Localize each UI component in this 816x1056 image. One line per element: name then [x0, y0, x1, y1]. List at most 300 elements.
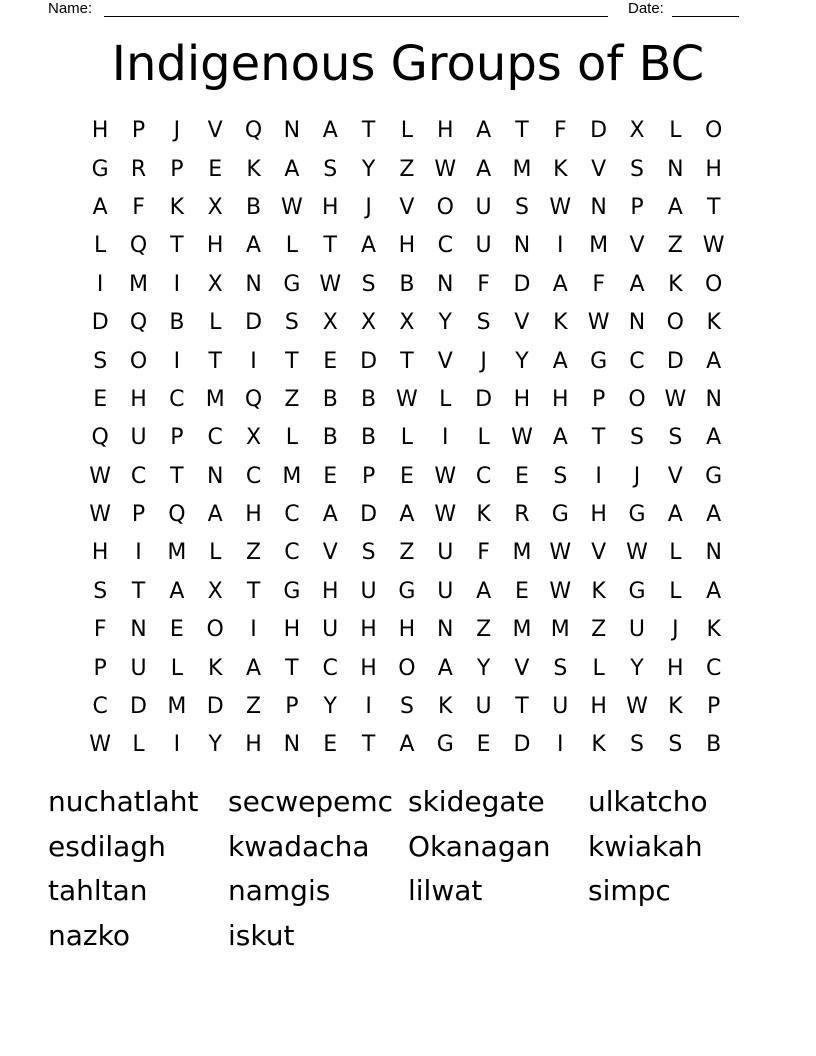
grid-letter[interactable]: P	[630, 194, 644, 220]
grid-letter[interactable]: W	[549, 540, 572, 566]
grid-letter[interactable]: H	[552, 386, 569, 412]
grid-letter[interactable]: H	[245, 732, 262, 758]
grid-letter[interactable]: D	[360, 502, 378, 528]
grid-letter[interactable]: Y	[438, 310, 452, 336]
grid-letter[interactable]: M	[167, 540, 187, 566]
grid-letter[interactable]: E	[476, 732, 491, 758]
grid-letter[interactable]: A	[476, 118, 492, 144]
grid-letter[interactable]: X	[246, 425, 262, 451]
grid-letter[interactable]: U	[552, 694, 569, 720]
grid-letter[interactable]: A	[552, 348, 568, 374]
grid-letter[interactable]: Q	[129, 310, 148, 336]
grid-letter[interactable]: K	[553, 310, 568, 336]
grid-letter[interactable]: E	[399, 463, 414, 489]
grid-letter[interactable]: P	[131, 118, 146, 144]
grid-letter[interactable]: I	[173, 271, 181, 297]
grid-letter[interactable]: H	[130, 386, 147, 412]
grid-letter[interactable]: S	[323, 156, 338, 182]
grid-letter[interactable]: O	[129, 348, 148, 374]
grid-letter[interactable]: C	[284, 540, 300, 566]
grid-letter[interactable]: V	[591, 156, 607, 182]
grid-letter[interactable]: W	[434, 463, 457, 489]
grid-row	[81, 534, 733, 572]
grid-letter[interactable]: W	[89, 502, 112, 528]
grid-letter[interactable]: M	[550, 617, 570, 643]
grid-letter[interactable]: Y	[630, 655, 644, 681]
grid-letter[interactable]: V	[399, 194, 415, 220]
grid-letter[interactable]: J	[633, 463, 641, 489]
grid-letter[interactable]: D	[130, 694, 147, 720]
grid-letter[interactable]: B	[322, 386, 338, 412]
grid-letter[interactable]: A	[322, 502, 338, 528]
grid-letter[interactable]: A	[322, 118, 338, 144]
grid-letter[interactable]: E	[323, 348, 338, 374]
grid-letter[interactable]: B	[246, 194, 262, 220]
name-field-line[interactable]	[104, 0, 608, 17]
grid-letter[interactable]: D	[590, 118, 608, 144]
grid-letter[interactable]: X	[361, 310, 377, 336]
grid-letter[interactable]: B	[169, 310, 185, 336]
grid-letter[interactable]: Y	[323, 694, 337, 720]
grid-letter[interactable]: A	[437, 655, 453, 681]
grid-letter[interactable]: M	[129, 271, 148, 297]
grid-letter[interactable]: J	[365, 194, 372, 220]
grid-letter[interactable]: T	[208, 348, 222, 374]
grid-letter[interactable]: E	[323, 732, 338, 758]
grid-letter[interactable]: D	[245, 310, 263, 336]
grid-letter[interactable]: L	[285, 425, 299, 451]
grid-letter[interactable]: B	[361, 386, 377, 412]
grid-letter[interactable]: X	[322, 310, 338, 336]
grid-letter[interactable]: H	[590, 502, 607, 528]
grid-letter[interactable]: K	[169, 194, 185, 220]
grid-letter[interactable]: I	[557, 233, 564, 259]
grid-letter[interactable]: T	[706, 194, 721, 220]
grid-letter[interactable]: L	[170, 655, 183, 681]
grid-letter[interactable]: P	[131, 502, 146, 528]
grid-letter[interactable]: H	[436, 118, 454, 144]
grid-letter[interactable]: H	[513, 386, 531, 412]
grid-letter[interactable]: K	[668, 694, 683, 720]
grid-letter[interactable]: A	[476, 156, 492, 182]
grid-letter[interactable]: T	[361, 732, 376, 758]
grid-letter[interactable]: W	[626, 540, 648, 566]
grid-letter[interactable]: W	[434, 156, 457, 182]
grid-letter[interactable]: A	[284, 156, 300, 182]
grid-letter[interactable]: V	[514, 655, 530, 681]
grid-letter[interactable]: E	[208, 156, 223, 182]
grid-letter[interactable]: K	[591, 578, 606, 604]
grid-letter[interactable]: S	[630, 425, 644, 451]
grid-letter[interactable]: S	[553, 655, 568, 681]
grid-letter[interactable]: W	[587, 310, 610, 336]
grid-letter[interactable]: K	[706, 617, 721, 643]
word-list-item: skidegate	[408, 785, 545, 818]
grid-letter[interactable]: Z	[399, 540, 415, 566]
grid-letter[interactable]: J	[672, 617, 679, 643]
grid-letter[interactable]: C	[284, 502, 300, 528]
grid-letter[interactable]: W	[664, 386, 687, 412]
grid-letter[interactable]: T	[323, 233, 337, 259]
word-search-grid	[81, 112, 733, 765]
grid-letter[interactable]: S	[93, 578, 108, 604]
grid-letter[interactable]: H	[91, 540, 109, 566]
grid-letter[interactable]: A	[169, 578, 185, 604]
grid-letter[interactable]: N	[206, 463, 224, 489]
grid-letter[interactable]: T	[285, 348, 299, 374]
grid-letter[interactable]: Z	[591, 617, 607, 643]
grid-letter[interactable]: T	[591, 425, 606, 451]
grid-letter[interactable]: T	[515, 694, 529, 720]
grid-letter[interactable]: G	[398, 578, 416, 604]
grid-letter[interactable]: Q	[244, 118, 263, 144]
grid-letter[interactable]: W	[89, 732, 112, 758]
grid-letter[interactable]: H	[398, 233, 416, 259]
grid-letter[interactable]: K	[591, 732, 606, 758]
grid-letter[interactable]: G	[436, 732, 454, 758]
grid-letter[interactable]: T	[170, 233, 184, 259]
date-field-line[interactable]	[672, 0, 739, 17]
word-list-item: nuchatlaht	[48, 785, 199, 818]
grid-letter[interactable]: L	[285, 233, 299, 259]
grid-letter[interactable]: K	[246, 156, 261, 182]
grid-letter[interactable]: K	[706, 310, 721, 336]
grid-letter[interactable]: U	[360, 578, 377, 604]
grid-letter[interactable]: W	[702, 233, 725, 259]
grid-letter[interactable]: U	[130, 425, 147, 451]
grid-letter[interactable]: L	[669, 118, 682, 144]
grid-letter[interactable]: A	[246, 233, 262, 259]
grid-letter[interactable]: N	[437, 271, 454, 297]
grid-letter[interactable]: K	[476, 502, 491, 528]
grid-letter[interactable]: N	[130, 617, 147, 643]
grid-letter[interactable]: F	[132, 194, 145, 220]
grid-letter[interactable]: C	[245, 463, 262, 489]
grid-letter[interactable]: I	[173, 732, 181, 758]
grid-letter[interactable]: M	[282, 463, 302, 489]
grid-letter[interactable]: B	[706, 732, 722, 758]
grid-letter[interactable]: O	[206, 617, 224, 643]
grid-letter[interactable]: H	[360, 655, 377, 681]
grid-letter[interactable]: L	[439, 386, 452, 412]
grid-letter[interactable]: F	[477, 271, 490, 297]
grid-letter[interactable]: Z	[399, 156, 415, 182]
grid-letter[interactable]: N	[705, 540, 722, 566]
grid-letter[interactable]: N	[667, 156, 684, 182]
grid-letter[interactable]: O	[436, 194, 454, 220]
grid-letter[interactable]: P	[707, 694, 721, 720]
grid-letter[interactable]: C	[475, 463, 492, 489]
grid-letter[interactable]: D	[91, 310, 109, 336]
grid-letter[interactable]: N	[628, 310, 646, 336]
grid-letter[interactable]: X	[207, 578, 223, 604]
grid-letter[interactable]: H	[245, 502, 262, 528]
grid-letter[interactable]: W	[281, 194, 303, 220]
grid-letter[interactable]: W	[626, 694, 648, 720]
grid-letter[interactable]: C	[437, 233, 453, 259]
grid-letter[interactable]: T	[170, 463, 184, 489]
grid-letter[interactable]: K	[553, 156, 568, 182]
grid-letter[interactable]: E	[515, 463, 529, 489]
grid-letter[interactable]: D	[513, 732, 531, 758]
grid-letter[interactable]: K	[207, 655, 223, 681]
grid-letter[interactable]: W	[89, 463, 112, 489]
grid-letter[interactable]: S	[668, 732, 683, 758]
grid-letter[interactable]: E	[515, 578, 529, 604]
grid-letter[interactable]: N	[283, 118, 301, 144]
grid-letter[interactable]: H	[206, 233, 224, 259]
grid-letter[interactable]: T	[285, 655, 299, 681]
grid-letter[interactable]: G	[283, 271, 301, 297]
grid-letter[interactable]: E	[169, 617, 184, 643]
grid-letter[interactable]: Q	[168, 502, 186, 528]
grid-letter[interactable]: I	[250, 348, 257, 374]
grid-letter[interactable]: V	[667, 463, 683, 489]
grid-letter[interactable]: G	[91, 156, 109, 182]
grid-letter[interactable]: L	[400, 118, 414, 144]
grid-letter[interactable]: N	[283, 732, 301, 758]
grid-letter[interactable]: A	[706, 502, 722, 528]
grid-letter[interactable]: W	[511, 425, 533, 451]
grid-letter[interactable]: C	[705, 655, 722, 681]
grid-letter[interactable]: C	[322, 655, 338, 681]
grid-letter[interactable]: N	[245, 271, 262, 297]
grid-letter[interactable]: B	[399, 271, 415, 297]
grid-letter[interactable]: H	[91, 118, 109, 144]
grid-letter[interactable]: O	[705, 118, 723, 144]
grid-letter[interactable]: V	[591, 540, 607, 566]
grid-letter[interactable]: U	[437, 578, 454, 604]
grid-letter[interactable]: H	[321, 194, 339, 220]
grid-letter[interactable]: C	[629, 348, 645, 374]
grid-letter[interactable]: N	[437, 617, 454, 643]
grid-row	[81, 496, 733, 534]
grid-letter[interactable]: X	[207, 271, 223, 297]
grid-letter[interactable]: I	[250, 617, 257, 643]
grid-letter[interactable]: V	[514, 310, 530, 336]
grid-letter[interactable]: I	[96, 271, 104, 297]
grid-letter[interactable]: A	[629, 271, 645, 297]
grid-letter[interactable]: A	[399, 732, 415, 758]
grid-letter[interactable]: U	[475, 194, 492, 220]
grid-letter[interactable]: D	[360, 348, 378, 374]
grid-letter[interactable]: Z	[667, 233, 683, 259]
grid-letter[interactable]: Y	[476, 655, 491, 681]
grid-letter[interactable]: F	[553, 118, 567, 144]
grid-letter[interactable]: G	[283, 578, 301, 604]
grid-letter[interactable]: L	[209, 310, 222, 336]
grid-letter[interactable]: L	[132, 732, 145, 758]
grid-letter[interactable]: C	[207, 425, 223, 451]
grid-letter[interactable]: U	[130, 655, 147, 681]
grid-letter[interactable]: Y	[208, 732, 222, 758]
grid-letter[interactable]: Z	[246, 694, 262, 720]
grid-letter[interactable]: M	[512, 540, 532, 566]
grid-letter[interactable]: H	[590, 694, 607, 720]
grid-letter[interactable]: S	[476, 310, 491, 336]
grid-letter[interactable]: H	[667, 655, 684, 681]
grid-letter[interactable]: L	[669, 540, 682, 566]
grid-letter[interactable]: S	[361, 540, 376, 566]
grid-letter[interactable]: Y	[361, 156, 376, 182]
grid-letter[interactable]: A	[399, 502, 415, 528]
grid-letter[interactable]: T	[361, 118, 376, 144]
word-list-item: secwepemc	[228, 785, 394, 818]
grid-letter[interactable]: S	[399, 694, 414, 720]
grid-letter[interactable]: V	[437, 348, 453, 374]
grid-letter[interactable]: O	[705, 271, 723, 297]
grid-letter[interactable]: C	[169, 386, 185, 412]
grid-letter[interactable]: W	[549, 194, 572, 220]
grid-letter[interactable]: X	[629, 118, 645, 144]
grid-letter[interactable]: A	[476, 578, 492, 604]
grid-letter[interactable]: A	[246, 655, 262, 681]
grid-letter[interactable]: T	[131, 578, 146, 604]
grid-letter[interactable]: W	[319, 271, 342, 297]
grid-letter[interactable]: F	[93, 617, 107, 643]
grid-letter[interactable]: A	[706, 425, 722, 451]
grid-letter[interactable]: D	[666, 348, 684, 374]
grid-letter[interactable]: Q	[129, 233, 148, 259]
grid-letter[interactable]: S	[361, 271, 376, 297]
grid-letter[interactable]: A	[706, 348, 722, 374]
grid-letter[interactable]: I	[135, 540, 142, 566]
grid-letter[interactable]: P	[170, 156, 184, 182]
grid-letter[interactable]: P	[170, 425, 184, 451]
grid-letter[interactable]: C	[92, 694, 108, 720]
grid-letter[interactable]: P	[361, 463, 376, 489]
grid-letter[interactable]: N	[590, 194, 607, 220]
grid-letter[interactable]: W	[396, 386, 418, 412]
grid-letter[interactable]: U	[628, 617, 646, 643]
grid-letter[interactable]: Z	[246, 540, 262, 566]
grid-letter[interactable]: G	[705, 463, 723, 489]
grid-letter[interactable]: S	[668, 425, 683, 451]
grid-letter[interactable]: Q	[244, 386, 263, 412]
grid-letter[interactable]: U	[475, 694, 492, 720]
grid-letter[interactable]: R	[514, 502, 530, 528]
grid-letter[interactable]: X	[207, 194, 223, 220]
grid-letter[interactable]: A	[552, 271, 568, 297]
grid-row	[81, 189, 733, 227]
grid-letter[interactable]: S	[514, 194, 529, 220]
grid-letter[interactable]: I	[365, 694, 372, 720]
grid-letter[interactable]: I	[173, 348, 181, 374]
grid-letter[interactable]: A	[92, 194, 108, 220]
grid-letter[interactable]: Z	[284, 386, 300, 412]
grid-letter[interactable]: L	[669, 578, 682, 604]
grid-letter[interactable]: S	[284, 310, 299, 336]
grid-row	[81, 458, 733, 496]
grid-letter[interactable]: L	[94, 233, 107, 259]
grid-letter[interactable]: O	[398, 655, 416, 681]
grid-letter[interactable]: M	[167, 694, 187, 720]
grid-letter[interactable]: A	[361, 233, 377, 259]
grid-letter[interactable]: L	[209, 540, 222, 566]
grid-letter[interactable]: V	[207, 118, 223, 144]
grid-letter[interactable]: D	[206, 694, 224, 720]
grid-letter[interactable]: S	[93, 348, 108, 374]
word-list-item: simpc	[588, 874, 671, 907]
grid-letter[interactable]: M	[512, 156, 532, 182]
grid-letter[interactable]: A	[207, 502, 223, 528]
grid-letter[interactable]: K	[668, 271, 683, 297]
grid-letter[interactable]: L	[592, 655, 605, 681]
grid-letter[interactable]: L	[400, 425, 414, 451]
grid-letter[interactable]: F	[592, 271, 605, 297]
grid-letter[interactable]: H	[321, 578, 339, 604]
grid-letter[interactable]: H	[705, 156, 722, 182]
grid-letter[interactable]: A	[552, 425, 568, 451]
grid-letter[interactable]: H	[398, 617, 416, 643]
grid-letter[interactable]: Q	[91, 425, 109, 451]
grid-letter[interactable]: G	[628, 502, 646, 528]
grid-letter[interactable]: Z	[476, 617, 492, 643]
grid-letter[interactable]: U	[437, 540, 454, 566]
grid-letter[interactable]: I	[595, 463, 602, 489]
grid-letter[interactable]: L	[477, 425, 490, 451]
grid-letter[interactable]: P	[285, 694, 299, 720]
grid-letter[interactable]: I	[557, 732, 564, 758]
grid-letter[interactable]: G	[590, 348, 608, 374]
grid-letter[interactable]: S	[630, 732, 644, 758]
grid-letter[interactable]: T	[400, 348, 414, 374]
grid-letter[interactable]: J	[173, 118, 181, 144]
grid-letter[interactable]: W	[549, 578, 572, 604]
grid-letter[interactable]: P	[93, 655, 107, 681]
grid-letter[interactable]: B	[322, 425, 338, 451]
grid-letter[interactable]: S	[553, 463, 568, 489]
grid-letter[interactable]: G	[551, 502, 569, 528]
grid-letter[interactable]: F	[477, 540, 490, 566]
grid-letter[interactable]: S	[630, 156, 644, 182]
grid-letter[interactable]: A	[706, 578, 722, 604]
grid-letter[interactable]: J	[480, 348, 487, 374]
grid-letter[interactable]: N	[705, 386, 722, 412]
grid-letter[interactable]: O	[666, 310, 684, 336]
grid-letter[interactable]: O	[628, 386, 646, 412]
grid-letter[interactable]: M	[205, 386, 225, 412]
grid-letter[interactable]: G	[628, 578, 646, 604]
grid-letter[interactable]: I	[442, 425, 449, 451]
grid-letter[interactable]: X	[399, 310, 415, 336]
grid-letter[interactable]: E	[93, 386, 108, 412]
grid-letter[interactable]: U	[475, 233, 492, 259]
grid-letter[interactable]: W	[434, 502, 457, 528]
grid-letter[interactable]: A	[667, 194, 683, 220]
grid-letter[interactable]: P	[592, 386, 606, 412]
grid-letter[interactable]: T	[246, 578, 261, 604]
grid-letter[interactable]: D	[513, 271, 531, 297]
grid-letter[interactable]: U	[322, 617, 339, 643]
grid-letter[interactable]: H	[360, 617, 377, 643]
grid-letter[interactable]: E	[323, 463, 338, 489]
grid-letter[interactable]: R	[130, 156, 147, 182]
grid-letter[interactable]: D	[475, 386, 493, 412]
grid-letter[interactable]: H	[283, 617, 301, 643]
grid-letter[interactable]: M	[589, 233, 609, 259]
grid-letter[interactable]: M	[512, 617, 532, 643]
grid-letter[interactable]: T	[515, 118, 529, 144]
grid-letter[interactable]: C	[130, 463, 147, 489]
grid-letter[interactable]: V	[629, 233, 645, 259]
grid-letter[interactable]: B	[361, 425, 377, 451]
grid-letter[interactable]: V	[322, 540, 338, 566]
grid-letter[interactable]: A	[667, 502, 683, 528]
grid-letter[interactable]: Y	[515, 348, 529, 374]
grid-letter[interactable]: K	[438, 694, 453, 720]
grid-letter[interactable]: N	[513, 233, 531, 259]
